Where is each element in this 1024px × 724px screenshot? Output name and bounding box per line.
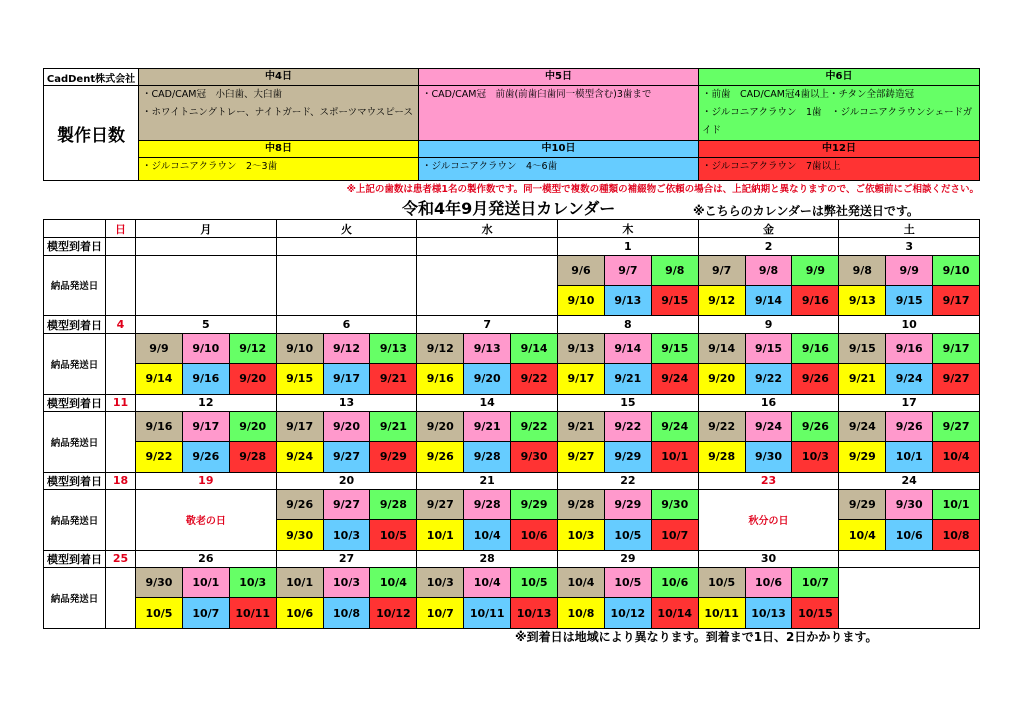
ship-row-label: 納品発送日 xyxy=(44,411,106,472)
empty-ship-cell xyxy=(417,255,558,316)
weekday-3: 水 xyxy=(417,220,558,238)
ship-date-cell: 9/17 xyxy=(558,364,605,394)
ship-date-cell: 9/16 xyxy=(886,333,933,363)
ship-date-cell: 9/15 xyxy=(276,364,323,394)
ship-date-cell: 10/6 xyxy=(886,520,933,550)
ship-date-cell: 10/8 xyxy=(558,598,605,629)
ship-date-cell: 10/13 xyxy=(511,598,558,629)
legend-line: ・CAD/CAM冠 前歯(前歯臼歯同一模型含む)3歯まで xyxy=(422,89,652,100)
ship-date-cell: 10/13 xyxy=(745,598,792,629)
ship-date-cell: 9/24 xyxy=(651,364,698,394)
ship-date-cell: 9/30 xyxy=(276,520,323,550)
date-cell: 22 xyxy=(558,472,699,489)
production-days-legend xyxy=(43,68,980,181)
ship-date-cell: 10/5 xyxy=(604,520,651,550)
arrival-row xyxy=(44,316,980,333)
date-cell: 24 xyxy=(839,472,980,489)
ship-date-cell: 9/16 xyxy=(792,333,839,363)
empty-ship-cell xyxy=(136,255,277,316)
date-cell: 4 xyxy=(106,316,136,333)
ship-date-cell: 9/22 xyxy=(511,364,558,394)
ship-date-cell: 9/29 xyxy=(604,442,651,472)
ship-date-cell: 9/26 xyxy=(276,489,323,519)
legend-line: ・ホワイトニングトレー、ナイトガード、スポーツマウスピース xyxy=(142,107,413,118)
legend-body-10days xyxy=(419,158,699,181)
ship-date-cell: 9/20 xyxy=(417,411,464,441)
holiday-cell: 敬老の日 xyxy=(136,489,277,550)
date-cell: 23 xyxy=(698,472,839,489)
ship-date-cell: 10/3 xyxy=(323,520,370,550)
calendar-title: 令和4年9月発送日カレンダー xyxy=(402,199,616,218)
ship-date-cell: 9/15 xyxy=(839,333,886,363)
legend-line: ・CAD/CAM冠 小臼歯、大臼歯 xyxy=(142,89,282,100)
date-cell: 9 xyxy=(698,316,839,333)
ship-date-cell: 10/11 xyxy=(698,598,745,629)
legend-body-12days xyxy=(699,158,980,181)
legend-line: ・前歯 CAD/CAM冠4歯以上・チタン全部鋳造冠 xyxy=(702,89,915,100)
ship-date-cell: 9/28 xyxy=(229,442,276,472)
weekday-0: 日 xyxy=(106,220,136,238)
ship-date-cell: 9/14 xyxy=(511,333,558,363)
consultation-note: ※上記の歯数は患者様1名の製作数です。同一模型で複数の種類の補綴物ご依頼の場合は、上記納期と異なりますので、ご依頼前にご相談ください。 xyxy=(346,184,979,195)
ship-date-cell: 10/6 xyxy=(651,568,698,598)
company-name: CadDent株式会社 xyxy=(44,69,139,86)
date-cell: 16 xyxy=(698,394,839,411)
date-cell: 27 xyxy=(276,550,417,567)
legend-header-6days: 中6日 xyxy=(699,69,980,86)
ship-date-cell: 9/27 xyxy=(933,411,980,441)
date-cell: 12 xyxy=(136,394,277,411)
ship-date-cell: 9/8 xyxy=(745,255,792,285)
date-cell: 19 xyxy=(136,472,277,489)
ship-date-cell: 9/26 xyxy=(182,442,229,472)
ship-date-cell: 9/21 xyxy=(558,411,605,441)
ship-date-cell: 9/21 xyxy=(370,411,417,441)
ship-date-cell: 9/21 xyxy=(839,364,886,394)
ship-row-label: 納品発送日 xyxy=(44,568,106,629)
date-cell: 28 xyxy=(417,550,558,567)
ship-date-cell: 10/4 xyxy=(933,442,980,472)
ship-date-cell: 10/1 xyxy=(182,568,229,598)
ship-date-cell: 9/28 xyxy=(464,489,511,519)
ship-row xyxy=(44,568,980,598)
date-cell: 18 xyxy=(106,472,136,489)
arrival-row-label: 模型到着日 xyxy=(44,394,106,411)
ship-row xyxy=(44,489,980,519)
date-cell: 13 xyxy=(276,394,417,411)
calendar-subtitle: ※こちらのカレンダーは弊社発送日です。 xyxy=(693,204,919,218)
ship-date-cell: 9/13 xyxy=(464,333,511,363)
ship-date-cell: 9/16 xyxy=(136,411,183,441)
ship-date-cell: 9/9 xyxy=(136,333,183,363)
ship-date-cell: 9/30 xyxy=(136,568,183,598)
sunday-empty-cell xyxy=(106,255,136,316)
ship-date-cell: 9/21 xyxy=(464,411,511,441)
ship-date-cell: 9/27 xyxy=(323,489,370,519)
ship-date-cell: 9/21 xyxy=(604,364,651,394)
ship-date-cell: 9/30 xyxy=(745,442,792,472)
ship-date-cell: 10/6 xyxy=(511,520,558,550)
ship-date-cell: 9/28 xyxy=(370,489,417,519)
date-cell: 17 xyxy=(839,394,980,411)
ship-date-cell: 9/29 xyxy=(370,442,417,472)
date-cell xyxy=(839,550,980,567)
date-cell: 2 xyxy=(698,238,839,255)
arrival-row-label: 模型到着日 xyxy=(44,316,106,333)
weekday-2: 火 xyxy=(276,220,417,238)
arrival-footnote: ※到着日は地域により異なります。到着まで1日、2日かかります。 xyxy=(515,630,878,644)
date-cell xyxy=(106,238,136,255)
ship-date-cell: 9/13 xyxy=(370,333,417,363)
ship-date-cell: 9/29 xyxy=(511,489,558,519)
weekday-header-row xyxy=(44,220,980,238)
date-cell xyxy=(276,238,417,255)
ship-date-cell: 9/10 xyxy=(276,333,323,363)
ship-date-cell: 9/20 xyxy=(464,364,511,394)
ship-row xyxy=(44,411,980,441)
ship-date-cell: 9/28 xyxy=(698,442,745,472)
ship-date-cell: 9/13 xyxy=(839,285,886,315)
ship-date-cell: 9/27 xyxy=(558,442,605,472)
ship-date-cell: 9/12 xyxy=(229,333,276,363)
ship-date-cell: 10/5 xyxy=(136,598,183,629)
legend-body-8days xyxy=(139,158,419,181)
ship-date-cell: 9/17 xyxy=(182,411,229,441)
legend-header-5days: 中5日 xyxy=(419,69,699,86)
ship-date-cell: 9/6 xyxy=(558,255,605,285)
date-cell: 14 xyxy=(417,394,558,411)
ship-date-cell: 9/7 xyxy=(604,255,651,285)
ship-date-cell: 9/17 xyxy=(276,411,323,441)
date-cell xyxy=(417,238,558,255)
ship-date-cell: 9/26 xyxy=(417,442,464,472)
ship-date-cell: 9/22 xyxy=(698,411,745,441)
ship-date-cell: 9/29 xyxy=(604,489,651,519)
ship-date-cell: 9/16 xyxy=(792,285,839,315)
ship-row xyxy=(44,333,980,363)
legend-line: ・ジルコニアクラウン 1歯 ・ジルコニアクラウンシェードガイド xyxy=(702,107,973,136)
date-cell: 20 xyxy=(276,472,417,489)
ship-date-cell: 10/7 xyxy=(792,568,839,598)
ship-date-cell: 10/8 xyxy=(933,520,980,550)
date-cell: 26 xyxy=(136,550,277,567)
ship-date-cell: 9/22 xyxy=(745,364,792,394)
ship-date-cell: 9/20 xyxy=(229,364,276,394)
ship-date-cell: 9/8 xyxy=(839,255,886,285)
arrival-row xyxy=(44,394,980,411)
ship-date-cell: 9/24 xyxy=(886,364,933,394)
ship-date-cell: 9/22 xyxy=(136,442,183,472)
ship-date-cell: 9/10 xyxy=(558,285,605,315)
date-cell: 5 xyxy=(136,316,277,333)
ship-date-cell: 9/10 xyxy=(182,333,229,363)
ship-date-cell: 9/14 xyxy=(604,333,651,363)
ship-date-cell: 10/4 xyxy=(370,568,417,598)
ship-date-cell: 9/21 xyxy=(370,364,417,394)
date-cell: 3 xyxy=(839,238,980,255)
ship-date-cell: 10/1 xyxy=(276,568,323,598)
weekday-5: 金 xyxy=(698,220,839,238)
arrival-row-label: 模型到着日 xyxy=(44,472,106,489)
ship-date-cell: 9/22 xyxy=(511,411,558,441)
legend-line: ・ジルコニアクラウン 2～3歯 xyxy=(142,161,278,172)
date-cell: 8 xyxy=(558,316,699,333)
date-cell: 21 xyxy=(417,472,558,489)
ship-date-cell: 10/3 xyxy=(558,520,605,550)
ship-date-cell: 10/6 xyxy=(745,568,792,598)
ship-row-lower xyxy=(44,364,980,394)
ship-date-cell: 10/8 xyxy=(323,598,370,629)
ship-date-cell: 9/28 xyxy=(558,489,605,519)
legend-line: ・ジルコニアクラウン 7歯以上 xyxy=(702,161,841,172)
date-cell: 25 xyxy=(106,550,136,567)
ship-date-cell: 9/26 xyxy=(792,364,839,394)
ship-date-cell: 10/11 xyxy=(464,598,511,629)
ship-date-cell: 9/12 xyxy=(323,333,370,363)
ship-date-cell: 10/12 xyxy=(604,598,651,629)
ship-date-cell: 9/20 xyxy=(229,411,276,441)
ship-date-cell: 9/14 xyxy=(745,285,792,315)
ship-date-cell: 9/29 xyxy=(839,442,886,472)
ship-date-cell: 10/4 xyxy=(464,520,511,550)
sunday-empty-cell xyxy=(106,489,136,550)
ship-date-cell: 10/14 xyxy=(651,598,698,629)
empty-ship-cell xyxy=(839,568,980,629)
ship-date-cell: 9/24 xyxy=(651,411,698,441)
ship-date-cell: 10/3 xyxy=(229,568,276,598)
ship-date-cell: 9/29 xyxy=(839,489,886,519)
ship-date-cell: 9/14 xyxy=(136,364,183,394)
ship-date-cell: 9/10 xyxy=(933,255,980,285)
ship-date-cell: 9/30 xyxy=(651,489,698,519)
legend-header-8days: 中8日 xyxy=(139,141,419,158)
ship-date-cell: 9/15 xyxy=(651,285,698,315)
ship-date-cell: 10/15 xyxy=(792,598,839,629)
ship-row-label: 納品発送日 xyxy=(44,489,106,550)
date-cell: 1 xyxy=(558,238,699,255)
date-cell: 15 xyxy=(558,394,699,411)
ship-date-cell: 9/12 xyxy=(417,333,464,363)
production-days-label: 製作日数 xyxy=(44,86,139,181)
legend-header-4days: 中4日 xyxy=(139,69,419,86)
legend-body-6days xyxy=(699,86,980,141)
ship-date-cell: 9/16 xyxy=(182,364,229,394)
ship-date-cell: 10/4 xyxy=(464,568,511,598)
ship-date-cell: 10/1 xyxy=(417,520,464,550)
ship-date-cell: 10/11 xyxy=(229,598,276,629)
arrival-row-label: 模型到着日 xyxy=(44,550,106,567)
ship-date-cell: 10/5 xyxy=(370,520,417,550)
ship-date-cell: 9/14 xyxy=(698,333,745,363)
ship-date-cell: 10/5 xyxy=(511,568,558,598)
ship-date-cell: 9/24 xyxy=(839,411,886,441)
weekday-4: 木 xyxy=(558,220,699,238)
ship-date-cell: 9/27 xyxy=(933,364,980,394)
ship-row-lower xyxy=(44,442,980,472)
date-cell: 10 xyxy=(839,316,980,333)
legend-line: ・ジルコニアクラウン 4～6歯 xyxy=(422,161,558,172)
ship-date-cell: 10/3 xyxy=(323,568,370,598)
ship-date-cell: 9/22 xyxy=(604,411,651,441)
ship-date-cell: 9/9 xyxy=(792,255,839,285)
ship-date-cell: 9/17 xyxy=(933,285,980,315)
ship-date-cell: 9/24 xyxy=(276,442,323,472)
ship-date-cell: 9/24 xyxy=(745,411,792,441)
ship-date-cell: 10/7 xyxy=(182,598,229,629)
ship-date-cell: 9/20 xyxy=(698,364,745,394)
ship-date-cell: 10/6 xyxy=(276,598,323,629)
ship-date-cell: 9/30 xyxy=(511,442,558,472)
ship-date-cell: 9/30 xyxy=(886,489,933,519)
ship-date-cell: 10/3 xyxy=(792,442,839,472)
ship-date-cell: 10/1 xyxy=(933,489,980,519)
arrival-row-label: 模型到着日 xyxy=(44,238,106,255)
ship-date-cell: 9/16 xyxy=(417,364,464,394)
ship-date-cell: 10/12 xyxy=(370,598,417,629)
ship-date-cell: 9/20 xyxy=(323,411,370,441)
ship-date-cell: 10/7 xyxy=(651,520,698,550)
holiday-cell: 秋分の日 xyxy=(698,489,839,550)
ship-date-cell: 10/4 xyxy=(558,568,605,598)
sunday-empty-cell xyxy=(106,411,136,472)
ship-date-cell: 9/26 xyxy=(886,411,933,441)
ship-date-cell: 9/17 xyxy=(323,364,370,394)
ship-date-cell: 10/1 xyxy=(651,442,698,472)
ship-row-label: 納品発送日 xyxy=(44,255,106,316)
legend-header-10days: 中10日 xyxy=(419,141,699,158)
arrival-row xyxy=(44,472,980,489)
ship-date-cell: 10/5 xyxy=(604,568,651,598)
ship-date-cell: 9/27 xyxy=(323,442,370,472)
ship-date-cell: 10/1 xyxy=(886,442,933,472)
date-cell: 11 xyxy=(106,394,136,411)
ship-date-cell: 9/8 xyxy=(651,255,698,285)
date-cell: 6 xyxy=(276,316,417,333)
date-cell: 29 xyxy=(558,550,699,567)
ship-date-cell: 10/5 xyxy=(698,568,745,598)
ship-date-cell: 9/13 xyxy=(604,285,651,315)
shipping-calendar xyxy=(43,219,980,629)
ship-date-cell: 10/7 xyxy=(417,598,464,629)
legend-body-4days xyxy=(139,86,419,141)
ship-date-cell: 9/27 xyxy=(417,489,464,519)
empty-ship-cell xyxy=(276,255,417,316)
date-cell: 7 xyxy=(417,316,558,333)
ship-row-label: 納品発送日 xyxy=(44,333,106,394)
ship-date-cell: 9/15 xyxy=(745,333,792,363)
ship-row xyxy=(44,255,980,285)
weekday-6: 土 xyxy=(839,220,980,238)
weekday-1: 月 xyxy=(136,220,277,238)
legend-body-5days xyxy=(419,86,699,141)
arrival-row xyxy=(44,238,980,255)
ship-date-cell: 9/15 xyxy=(886,285,933,315)
ship-date-cell: 10/3 xyxy=(417,568,464,598)
ship-date-cell: 9/15 xyxy=(651,333,698,363)
ship-date-cell: 9/28 xyxy=(464,442,511,472)
ship-date-cell: 9/26 xyxy=(792,411,839,441)
sunday-empty-cell xyxy=(106,568,136,629)
ship-date-cell: 9/13 xyxy=(558,333,605,363)
date-cell xyxy=(136,238,277,255)
ship-date-cell: 9/17 xyxy=(933,333,980,363)
ship-date-cell: 9/7 xyxy=(698,255,745,285)
sunday-empty-cell xyxy=(106,333,136,394)
corner-cell xyxy=(44,220,106,238)
legend-header-12days: 中12日 xyxy=(699,141,980,158)
ship-date-cell: 9/12 xyxy=(698,285,745,315)
date-cell: 30 xyxy=(698,550,839,567)
ship-date-cell: 9/9 xyxy=(886,255,933,285)
ship-date-cell: 10/4 xyxy=(839,520,886,550)
arrival-row xyxy=(44,550,980,567)
